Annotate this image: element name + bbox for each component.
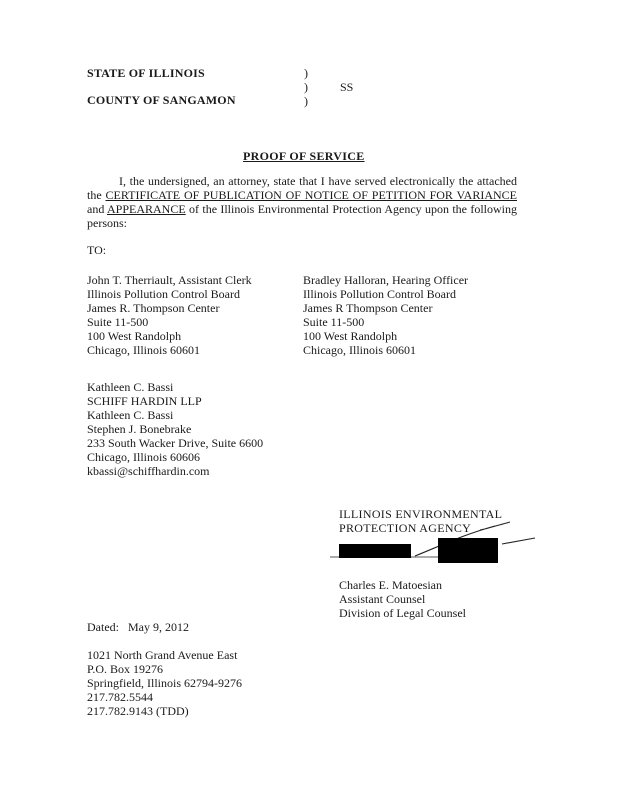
recipient-clerk (87, 273, 252, 357)
phone-line: 217.782.5544 (87, 690, 153, 704)
address-line: Suite 11-500 (87, 315, 149, 329)
caption-bracket-bottom: ) (304, 94, 308, 108)
address-line: Kathleen C. Bassi (87, 380, 174, 394)
address-line: Suite 11-500 (303, 315, 365, 329)
caption-bracket-top: ) (304, 66, 308, 80)
certificate-document-name: CERTIFICATE OF PUBLICATION OF NOTICE OF PETITION FOR VARIANCE (105, 188, 517, 202)
address-line: James R. Thompson Center (87, 301, 220, 315)
address-line: Chicago, Illinois 60601 (303, 343, 416, 357)
statement-part-2: and (87, 202, 107, 216)
address-line: 1021 North Grand Avenue East (87, 648, 238, 662)
signature-scribble (330, 520, 540, 565)
agency-line: ILLINOIS ENVIRONMENTAL (339, 507, 503, 521)
dated-line: Dated: May 9, 2012 (87, 620, 189, 634)
address-line: 100 West Randolph (87, 329, 182, 343)
ss-label: SS (340, 80, 354, 94)
email-line: kbassi@schiffhardin.com (87, 464, 210, 478)
signatory-block (339, 578, 466, 620)
service-statement (87, 174, 517, 230)
address-line: SCHIFF HARDIN LLP (87, 394, 202, 408)
address-line: Chicago, Illinois 60601 (87, 343, 200, 357)
address-line: Illinois Pollution Control Board (303, 287, 457, 301)
county-caption: COUNTY OF SANGAMON (87, 93, 236, 107)
tdd-line: 217.782.9143 (TDD) (87, 704, 189, 718)
signatory-title: Assistant Counsel (339, 592, 426, 606)
address-line: P.O. Box 19276 (87, 662, 164, 676)
address-line: Stephen J. Bonebrake (87, 422, 192, 436)
address-line: 100 West Randolph (303, 329, 398, 343)
address-line: Illinois Pollution Control Board (87, 287, 241, 301)
statement-part-1: I, the undersigned, an attorney, state that I have served electronically the attached the (87, 174, 517, 202)
recipient-schiff-hardin (87, 380, 263, 478)
redaction-box-right (438, 538, 498, 563)
address-line: Bradley Halloran, Hearing Officer (303, 273, 469, 287)
address-line: 233 South Wacker Drive, Suite 6600 (87, 436, 264, 450)
caption-bracket-mid: ) (304, 80, 308, 94)
to-label: TO: (87, 243, 107, 257)
address-line: John T. Therriault, Assistant Clerk (87, 273, 252, 287)
address-line: Chicago, Illinois 60606 (87, 450, 200, 464)
recipient-hearing-officer (303, 273, 468, 357)
signatory-division: Division of Legal Counsel (339, 606, 466, 620)
return-address (87, 648, 242, 718)
signatory-name: Charles E. Matoesian (339, 578, 442, 592)
address-line: Springfield, Illinois 62794-9276 (87, 676, 242, 690)
statement-part-3: of the Illinois Environmental Protection Agency upon the following persons: (87, 202, 517, 230)
appearance-document-name: APPEARANCE (107, 202, 186, 216)
address-line: Kathleen C. Bassi (87, 408, 174, 422)
agency-line: PROTECTION AGENCY (339, 521, 472, 535)
document-title: PROOF OF SERVICE (243, 149, 365, 163)
address-line: James R Thompson Center (303, 301, 433, 315)
redaction-box-left (339, 544, 411, 558)
state-caption: STATE OF ILLINOIS (87, 66, 205, 80)
